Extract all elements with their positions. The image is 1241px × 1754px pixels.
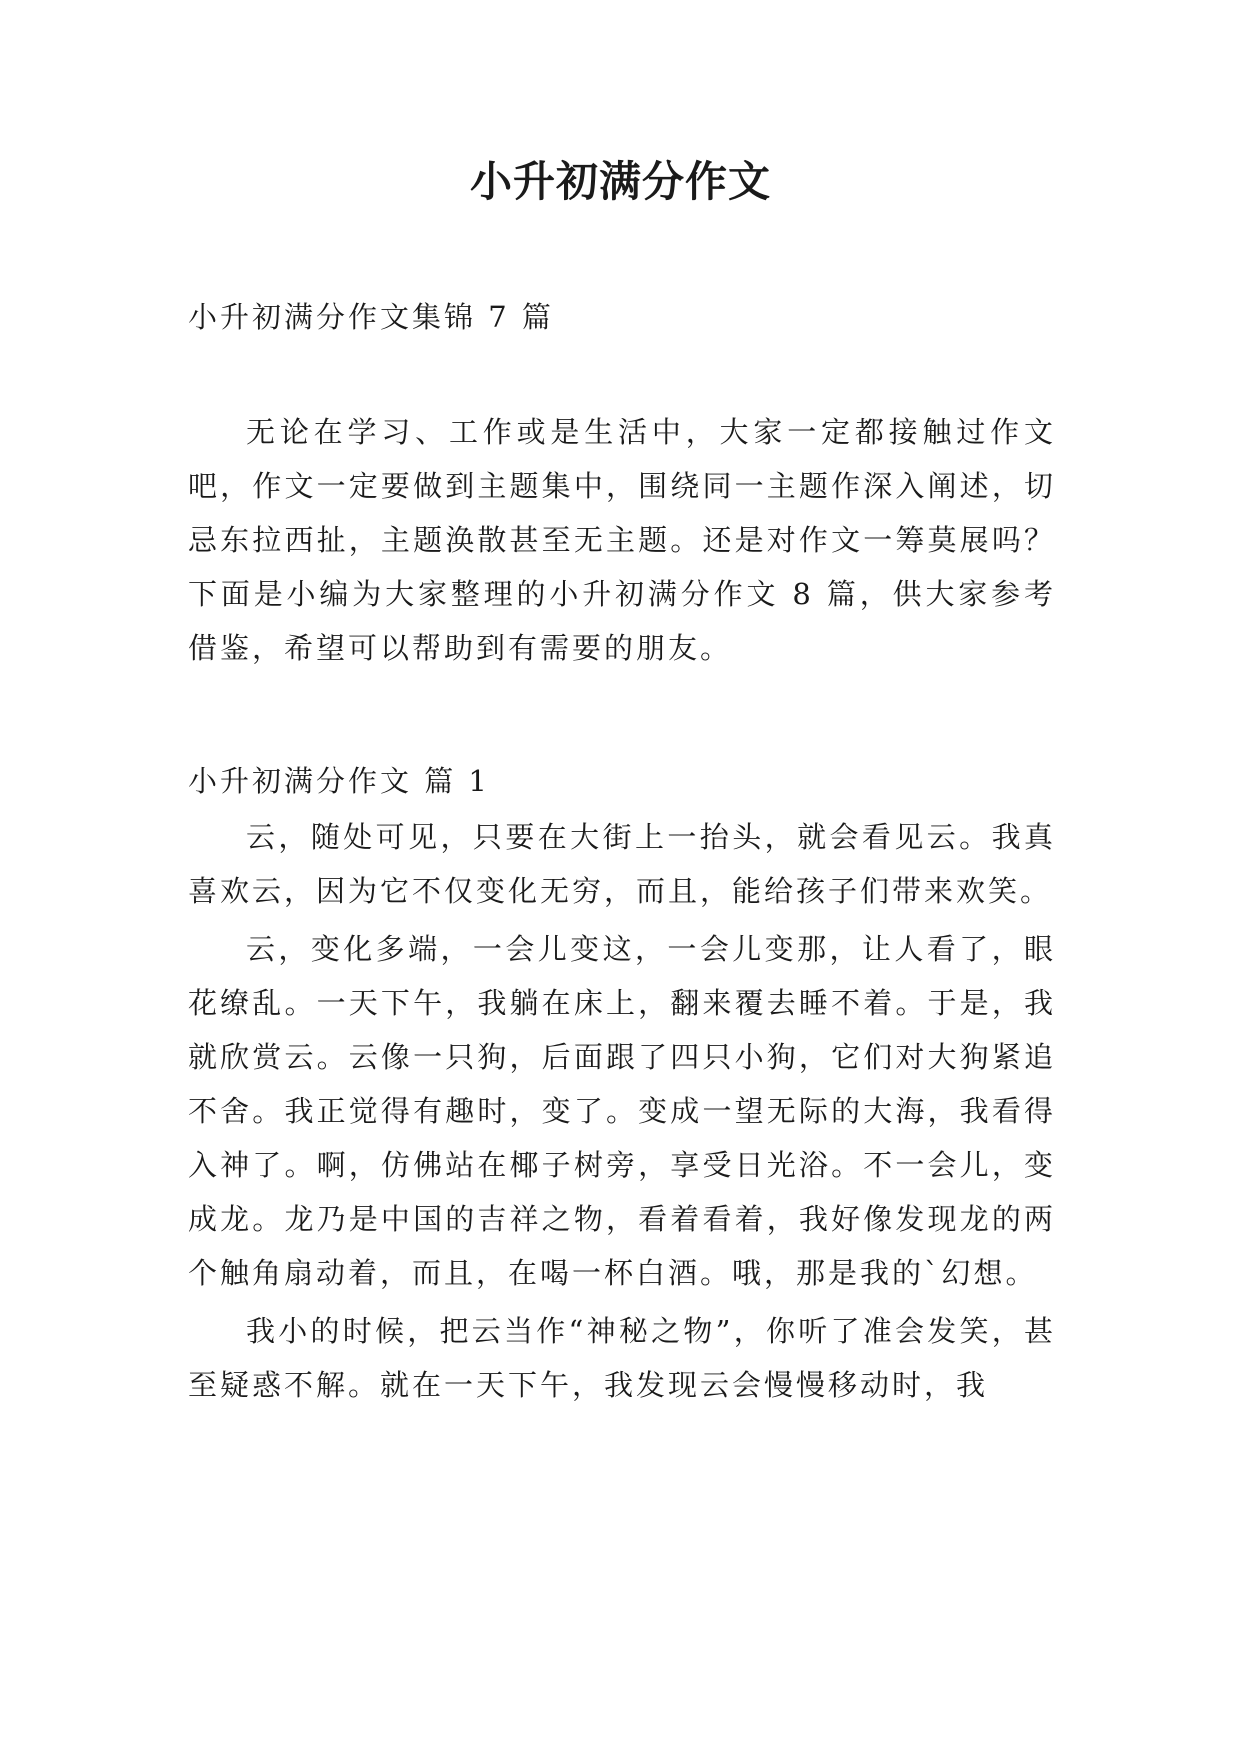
body-paragraph-3: 我小的时候，把云当作“神秘之物”，你听了准会发笑，甚至疑惑不解。就在一天下午，我发现云会慢慢移动时，我 (188, 1314, 1056, 1402)
body-paragraph-1: 云，随处可见，只要在大街上一抬头，就会看见云。我真喜欢云，因为它不仅变化无穷，而且，能给孩子们带来欢笑。 (188, 820, 1056, 908)
section-body (188, 810, 1056, 1416)
intro-paragraph: 无论在学习、工作或是生活中，大家一定都接触过作文吧，作文一定要做到主题集中，围绕同一主题作深入阐述，切忌东拉西扯，主题涣散甚至无主题。还是对作文一筹莫展吗？下面是小编为大家整理的小升初满分作文 8 篇，供大家参考借鉴，希望可以帮助到有需要的朋友。 (188, 415, 1056, 665)
document-title: 小升初满分作文 (469, 157, 771, 206)
document-subtitle: 小升初满分作文集锦 7 篇 (188, 300, 554, 334)
section-heading: 小升初满分作文 篇 1 (188, 764, 490, 798)
body-paragraph-2: 云，变化多端，一会儿变这，一会儿变那，让人看了，眼花缭乱。一天下午，我躺在床上，翻来覆去睡不着。于是，我就欣赏云。云像一只狗，后面跟了四只小狗，它们对大狗紧追不舍。我正觉得有趣时，变了。变成一望无际的大海，我看得入神了。啊，仿佛站在椰子树旁，享受日光浴。不一会儿，变成龙。龙乃是中国的吉祥之物，看着看着，我好像发现龙的两个触角扇动着，而且，在喝一杯白酒。哦，那是我的`幻想。 (188, 932, 1056, 1290)
